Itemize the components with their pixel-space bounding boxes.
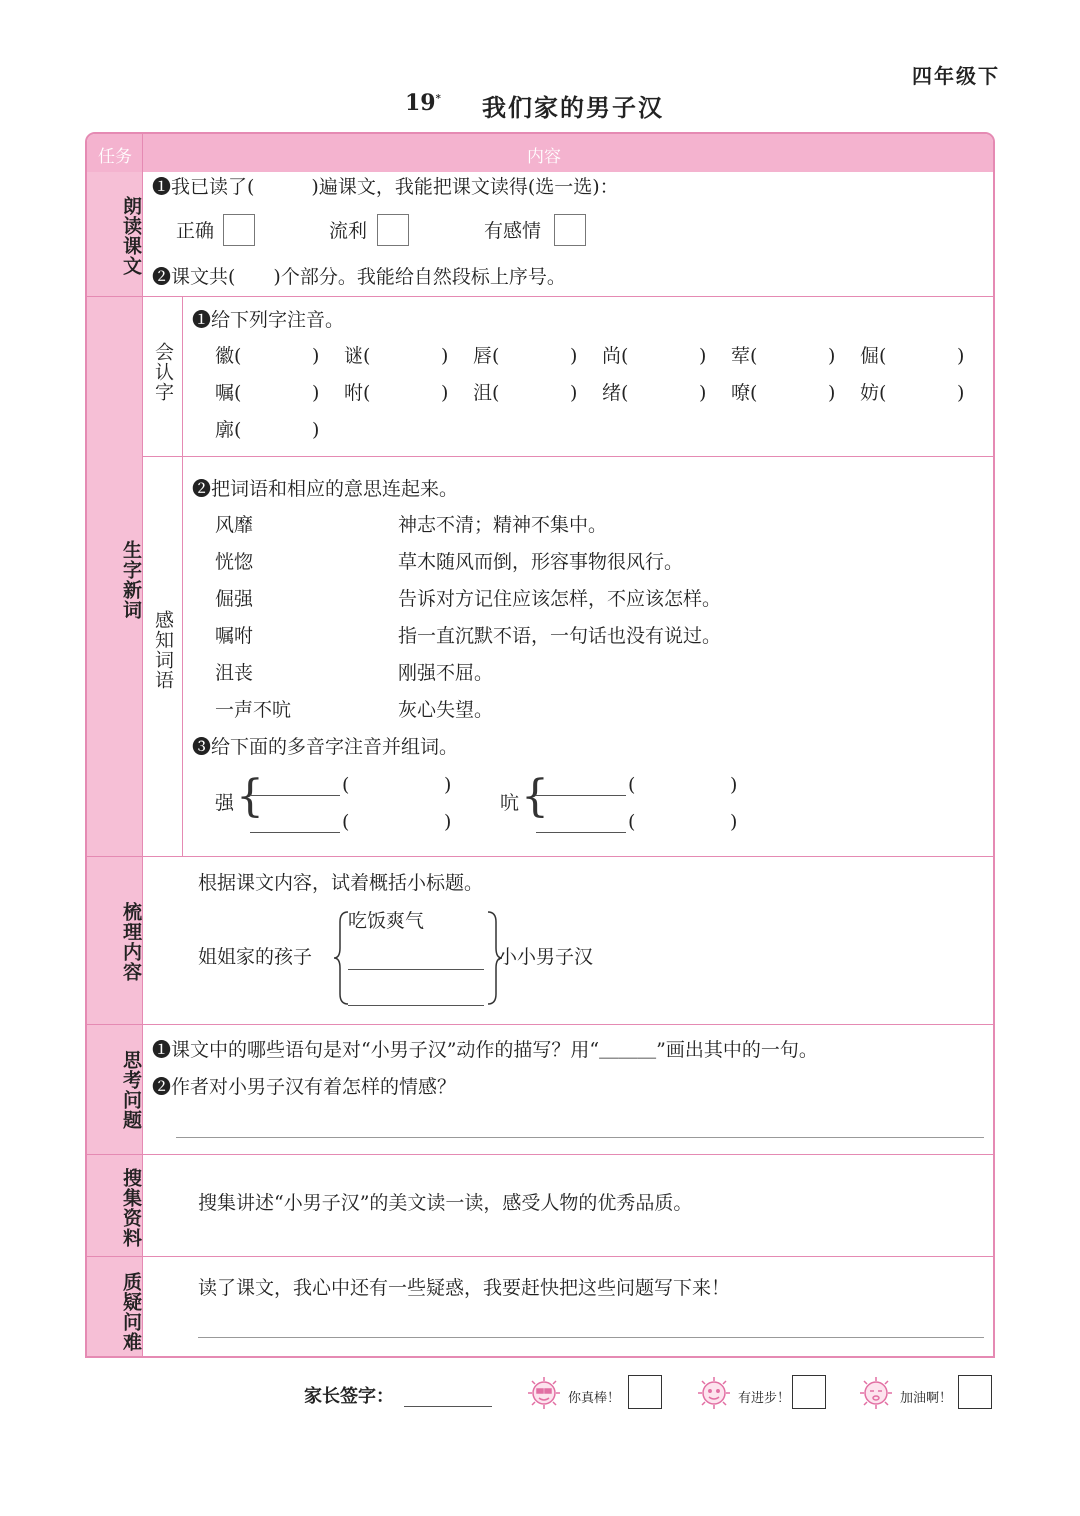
pinyin-char: 嘹( bbox=[731, 382, 758, 404]
polyphone-question: ❸给下面的多音字注音并组词。 bbox=[192, 736, 459, 758]
pinyin-close: ) bbox=[699, 382, 707, 404]
match-word[interactable]: 沮丧 bbox=[215, 662, 254, 684]
label-outline: 梳理内容 bbox=[120, 902, 142, 982]
pinyin-blank[interactable] bbox=[536, 795, 626, 796]
label-thinking: 思考问题 bbox=[120, 1050, 142, 1130]
label-recognize-chars: 会认字 bbox=[152, 342, 174, 402]
label-reading: 朗读课文 bbox=[120, 196, 142, 276]
pinyin-close: ) bbox=[957, 345, 965, 367]
praise-text: 你真棒！ bbox=[568, 1391, 621, 1406]
pinyin-char: 嘱( bbox=[215, 382, 242, 404]
pinyin-close: ) bbox=[312, 419, 320, 441]
match-word[interactable]: 倔强 bbox=[215, 588, 254, 610]
praise-progress bbox=[696, 1375, 836, 1411]
sun-sunglasses-icon bbox=[526, 1375, 562, 1411]
match-meaning[interactable]: 刚强不屈。 bbox=[398, 662, 494, 684]
pinyin-char: 谜( bbox=[344, 345, 371, 367]
label-collect: 搜集资料 bbox=[120, 1168, 142, 1248]
parent-signature-field[interactable] bbox=[404, 1406, 492, 1407]
grade-label: 四年级下 bbox=[912, 64, 1000, 88]
matching-question: ❷把词语和相应的意思连起来。 bbox=[192, 478, 459, 500]
row-divider bbox=[142, 456, 995, 457]
answer-line[interactable] bbox=[176, 1137, 984, 1138]
page-title: 我们家的男子汉 bbox=[482, 94, 664, 122]
brace-icon: { bbox=[521, 771, 549, 822]
word-paren-open: ( bbox=[628, 774, 636, 796]
reading-question-2: ❷课文共( )个部分。我能给自然段标上序号。 bbox=[152, 266, 566, 288]
polyphone-char: 吭 bbox=[500, 792, 520, 814]
pinyin-close: ) bbox=[828, 382, 836, 404]
doubts-text: 读了课文，我心中还有一些疑惑，我要赶快把这些问题写下来！ bbox=[198, 1277, 731, 1299]
option-correct-label: 正确 bbox=[176, 220, 215, 242]
sun-smile-icon bbox=[696, 1375, 732, 1411]
praise-checkbox[interactable] bbox=[628, 1375, 662, 1409]
match-meaning[interactable]: 草木随风而倒，形容事物很风行。 bbox=[398, 551, 684, 573]
pinyin-close: ) bbox=[570, 345, 578, 367]
pinyin-char: 倔( bbox=[860, 345, 887, 367]
pinyin-close: ) bbox=[441, 345, 449, 367]
pinyin-close: ) bbox=[828, 345, 836, 367]
match-meaning[interactable]: 神志不清；精神不集中。 bbox=[398, 514, 608, 536]
label-doubts: 质疑问难 bbox=[120, 1272, 142, 1352]
pinyin-char: 廓( bbox=[215, 419, 242, 441]
subcolumn-divider bbox=[182, 296, 183, 856]
option-emotion-label: 有感情 bbox=[484, 220, 542, 242]
match-meaning[interactable]: 告诉对方记住应该怎样，不应该怎样。 bbox=[398, 588, 722, 610]
outline-blank[interactable] bbox=[348, 1005, 484, 1006]
pinyin-char: 唇( bbox=[473, 345, 500, 367]
match-meaning[interactable]: 灰心失望。 bbox=[398, 699, 494, 721]
pinyin-char: 咐( bbox=[344, 382, 371, 404]
pinyin-blank[interactable] bbox=[250, 795, 340, 796]
pinyin-close: ) bbox=[441, 382, 449, 404]
lesson-number bbox=[405, 90, 441, 116]
row-divider bbox=[87, 1024, 995, 1025]
sun-cheer-icon bbox=[858, 1375, 894, 1411]
lesson-number-value: 19 bbox=[405, 90, 436, 116]
lesson-mark: * bbox=[435, 93, 441, 105]
pinyin-blank[interactable] bbox=[536, 832, 626, 833]
polyphone-char: 强 bbox=[215, 792, 235, 814]
word-paren-open: ( bbox=[342, 774, 350, 796]
pinyin-close: ) bbox=[957, 382, 965, 404]
outline-prompt: 根据课文内容，试着概括小标题。 bbox=[198, 872, 484, 894]
option-fluent-checkbox[interactable] bbox=[377, 214, 409, 246]
praise-cheer bbox=[858, 1375, 998, 1411]
praise-text: 加油啊！ bbox=[900, 1391, 953, 1406]
outline-item-1: 吃饭爽气 bbox=[348, 910, 425, 932]
column-divider bbox=[142, 134, 143, 1358]
answer-line[interactable] bbox=[198, 1337, 984, 1338]
header-content: 内容 bbox=[527, 147, 561, 167]
word-paren-close: ) bbox=[730, 811, 738, 833]
match-word[interactable]: 恍惚 bbox=[215, 551, 254, 573]
row-divider bbox=[87, 856, 995, 857]
pinyin-close: ) bbox=[699, 345, 707, 367]
pinyin-char: 荤( bbox=[731, 345, 758, 367]
thinking-question-1: ❶课文中的哪些语句是对“小男子汉”动作的描写？用“＿＿＿”画出其中的一句。 bbox=[152, 1039, 818, 1061]
label-new-words: 生字新词 bbox=[120, 540, 142, 620]
collect-text: 搜集讲述“小男子汉”的美文读一读，感受人物的优秀品质。 bbox=[198, 1192, 693, 1214]
pinyin-close: ) bbox=[312, 345, 320, 367]
outline-blank[interactable] bbox=[348, 969, 484, 970]
praise-checkbox[interactable] bbox=[958, 1375, 992, 1409]
pinyin-close: ) bbox=[312, 382, 320, 404]
brace-icon: { bbox=[236, 771, 264, 822]
praise-checkbox[interactable] bbox=[792, 1375, 826, 1409]
pinyin-char: 尚( bbox=[602, 345, 629, 367]
word-paren-open: ( bbox=[342, 811, 350, 833]
reading-question-1: ❶我已读了( )遍课文，我能把课文读得(选一选)： bbox=[152, 176, 619, 198]
word-paren-close: ) bbox=[444, 774, 452, 796]
pinyin-char: 徽( bbox=[215, 345, 242, 367]
option-fluent-label: 流利 bbox=[329, 220, 368, 242]
thinking-question-2: ❷作者对小男子汉有着怎样的情感？ bbox=[152, 1076, 457, 1098]
row-divider bbox=[87, 1256, 995, 1257]
match-word[interactable]: 嘱咐 bbox=[215, 625, 254, 647]
option-emotion-checkbox[interactable] bbox=[554, 214, 586, 246]
pinyin-char: 沮( bbox=[473, 382, 500, 404]
row-divider bbox=[87, 296, 995, 297]
pinyin-question: ❶给下列字注音。 bbox=[192, 309, 345, 331]
word-paren-open: ( bbox=[628, 811, 636, 833]
outline-right: 小小男子汉 bbox=[498, 946, 594, 968]
word-paren-close: ) bbox=[444, 811, 452, 833]
row-divider bbox=[87, 1154, 995, 1155]
praise-text: 有进步！ bbox=[738, 1391, 791, 1406]
praise-great bbox=[526, 1375, 666, 1411]
word-paren-close: ) bbox=[730, 774, 738, 796]
outline-left: 姐姐家的孩子 bbox=[198, 946, 313, 968]
match-word[interactable]: 一声不吭 bbox=[215, 699, 292, 721]
option-correct-checkbox[interactable] bbox=[223, 214, 255, 246]
pinyin-blank[interactable] bbox=[250, 832, 340, 833]
match-word[interactable]: 风靡 bbox=[215, 514, 254, 536]
pinyin-close: ) bbox=[570, 382, 578, 404]
label-perceive-words: 感知词语 bbox=[152, 610, 174, 690]
header-task: 任务 bbox=[98, 147, 132, 167]
match-meaning[interactable]: 指一直沉默不语，一句话也没有说过。 bbox=[398, 625, 722, 647]
pinyin-char: 绪( bbox=[602, 382, 629, 404]
parent-signature-label: 家长签字： bbox=[304, 1386, 394, 1407]
pinyin-char: 妨( bbox=[860, 382, 887, 404]
